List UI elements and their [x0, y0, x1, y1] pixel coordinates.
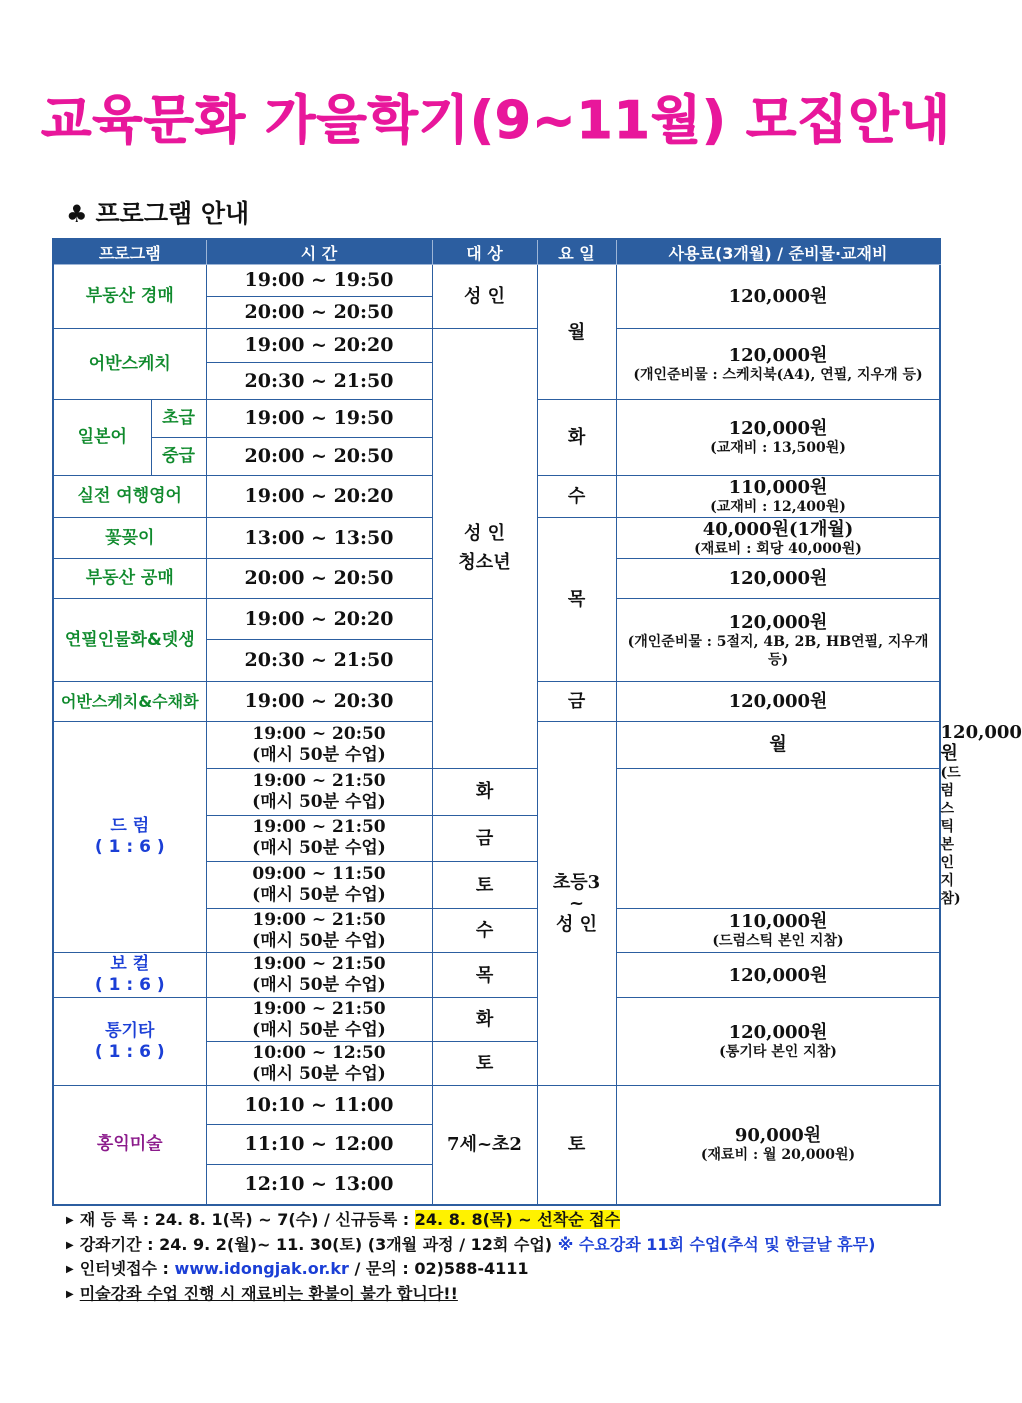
day-cell: 토: [537, 1086, 616, 1205]
time-cell: 20:00 ~ 20:50: [206, 559, 432, 599]
day-cell: 월: [616, 722, 940, 769]
table-row: [53, 1086, 940, 1125]
fee-cell: [616, 400, 940, 476]
header-day: 요 일: [537, 239, 616, 265]
header-time: 시 간: [206, 239, 432, 265]
program-line: 드 럼: [110, 816, 150, 836]
note-text: 재 등 록 : 24. 8. 1(목) ~ 7(수) / 신규등록 :: [79, 1210, 415, 1229]
fee-cell: 120,000원: [616, 265, 940, 329]
note-refund: [66, 1282, 875, 1307]
fee-cell: [616, 1086, 940, 1205]
day-cell: 토: [432, 862, 537, 909]
fee-note: (교재비 : 12,400원): [710, 499, 846, 515]
time-cell: 20:00 ~ 20:50: [206, 438, 432, 476]
time-cell: 19:00 ~ 20:30: [206, 682, 432, 722]
header-program: 프로그램: [53, 239, 206, 265]
target-line: ~: [568, 893, 585, 914]
fee-amount: 120,000원: [728, 418, 828, 439]
time-note: (매시 50분 수업): [252, 1063, 386, 1084]
program-line: ( 1 : 6 ): [94, 975, 165, 995]
time-range: 19:00 ~ 21:50: [252, 770, 386, 791]
website-link[interactable]: www.idongjak.or.kr: [174, 1259, 349, 1278]
target-cell: 7세~초2: [432, 1086, 537, 1205]
program-line: ( 1 : 6 ): [94, 837, 165, 857]
fee-amount: 110,000원: [728, 477, 828, 498]
day-cell: 화: [432, 998, 537, 1042]
time-range: 19:00 ~ 21:50: [252, 817, 386, 838]
section-heading: [66, 194, 249, 230]
time-cell: 19:00 ~ 19:50: [206, 265, 432, 297]
fee-cell: [616, 998, 940, 1086]
fee-note: (개인준비물 : 스케치북(A4), 연필, 지우개 등): [633, 366, 923, 383]
fee-note: (교재비 : 13,500원): [710, 440, 846, 456]
triangle-bullet-icon: ▶: [66, 1264, 74, 1275]
note-contact: [66, 1257, 875, 1282]
time-note: (매시 50분 수업): [252, 838, 386, 859]
target-line: 성 인: [555, 914, 598, 935]
header-fee: 사용료(3개월) / 준비물·교재비: [616, 239, 940, 265]
program-name: 연필인물화&뎃생: [53, 599, 206, 682]
highlighted-text: 24. 8. 8(목) ~ 선착순 접수: [414, 1210, 621, 1229]
time-cell: [206, 722, 432, 769]
note-text: 강좌기간 : 24. 9. 2(월)~ 11. 30(토) (3개월 과정 / 12회 수업): [79, 1234, 558, 1254]
program-line: ( 1 : 6 ): [94, 1041, 165, 1062]
time-cell: [206, 953, 432, 998]
day-cell: 금: [537, 682, 616, 722]
program-table: [52, 238, 1022, 1206]
time-cell: 11:10 ~ 12:00: [206, 1125, 432, 1165]
target-line: 초등3: [552, 872, 601, 893]
fee-amount: 40,000원(1개월): [702, 518, 854, 540]
time-cell: [206, 815, 432, 862]
note-period: [66, 1233, 875, 1258]
note-text: 인터넷접수 :: [79, 1259, 175, 1278]
target-cell: 성 인: [432, 265, 537, 329]
program-name: 부동산 공매: [53, 559, 206, 599]
table-row: [53, 998, 940, 1042]
time-cell: 19:00 ~ 20:20: [206, 329, 432, 363]
program-name: [53, 953, 206, 998]
day-cell: 월: [537, 265, 616, 400]
time-range: 19:00 ~ 20:50: [252, 723, 386, 744]
time-cell: [206, 998, 432, 1042]
fee-note: (재료비 : 회당 40,000원): [694, 540, 862, 557]
time-cell: 20:00 ~ 20:50: [206, 297, 432, 329]
fee-amount: 90,000원: [734, 1125, 822, 1147]
fee-amount: 110,000원: [728, 911, 828, 932]
program-name: 부동산 경매: [53, 265, 206, 329]
program-name: 어반스케치: [53, 329, 206, 400]
day-cell: 토: [432, 1042, 537, 1086]
time-cell: 13:00 ~ 13:50: [206, 518, 432, 559]
program-name: 실전 여행영어: [53, 476, 206, 518]
time-range: 19:00 ~ 21:50: [252, 998, 386, 1019]
table-row: 드 럼 ( 1 : 6 ) 19:00 ~ 20:50 (매시 50분 수업) 초등3 ~ 성 인 월 120,000원 (드럼스틱 본인 지참): [53, 722, 940, 769]
day-cell: 화: [537, 400, 616, 476]
program-line: 통기타: [105, 1020, 155, 1041]
program-name: 일본어: [53, 400, 151, 476]
time-note: (매시 50분 수업): [252, 791, 386, 812]
fee-cell: [616, 599, 940, 682]
fee-cell: [616, 329, 940, 400]
time-cell: 19:00 ~ 20:20: [206, 476, 432, 518]
fee-note: (재료비 : 월 20,000원): [700, 1147, 856, 1164]
target-line: 청소년: [458, 552, 511, 574]
day-cell: 목: [432, 953, 537, 998]
time-cell: 20:30 ~ 21:50: [206, 640, 432, 682]
time-range: 10:00 ~ 12:50: [252, 1042, 386, 1063]
note-registration: [66, 1208, 875, 1233]
time-range: 19:00 ~ 21:50: [252, 954, 386, 974]
time-note: (매시 50분 수업): [252, 744, 386, 765]
fee-amount: 120,000원: [728, 344, 828, 366]
fee-note: (드럼스틱 본인 지참): [712, 933, 844, 949]
page-title: 교육문화 가을학기(9~11월) 모집안내: [41, 91, 951, 151]
fee-cell: [616, 909, 940, 953]
time-note: (매시 50분 수업): [252, 885, 386, 906]
time-note: (매시 50분 수업): [252, 930, 386, 951]
time-note: (매시 50분 수업): [252, 1019, 386, 1040]
program-name: 어반스케치&수채화: [53, 682, 206, 722]
program-line: 보 컬: [110, 954, 150, 974]
time-cell: 12:10 ~ 13:00: [206, 1165, 432, 1205]
table-row: [53, 953, 940, 998]
time-range: 19:00 ~ 21:50: [252, 909, 386, 930]
time-cell: [206, 1042, 432, 1086]
time-cell: [206, 909, 432, 953]
note-text: / 문의 : 02)588-4111: [348, 1259, 529, 1278]
fee-note: (통기타 본인 지참): [719, 1044, 837, 1060]
day-cell: 금: [432, 815, 537, 862]
day-cell: 화: [432, 768, 537, 815]
program-name: [53, 998, 206, 1086]
notes-list: [66, 1208, 875, 1306]
time-cell: 19:00 ~ 19:50: [206, 400, 432, 438]
triangle-bullet-icon: ▶: [66, 1288, 74, 1300]
section-label: 프로그램 안내: [95, 199, 250, 228]
fee-cell: 120,000원: [616, 953, 940, 998]
fee-amount: 120,000원: [728, 1022, 828, 1043]
program-name: [53, 722, 206, 953]
target-cell: [432, 329, 537, 769]
time-range: 09:00 ~ 11:50: [252, 864, 386, 885]
day-cell: 수: [537, 476, 616, 518]
fee-cell: [616, 518, 940, 559]
club-icon: ♣: [66, 200, 88, 228]
table-row: [53, 329, 940, 363]
program-level: 초급: [151, 400, 206, 438]
day-cell: 수: [432, 909, 537, 953]
fee-cell: 120,000원: [616, 559, 940, 599]
time-cell: 19:00 ~ 20:20: [206, 599, 432, 640]
time-cell: 10:10 ~ 11:00: [206, 1086, 432, 1125]
fee-amount: 120,000원: [728, 611, 828, 633]
fee-cell: 120,000원: [616, 682, 940, 722]
target-line: 성 인: [463, 523, 506, 545]
time-cell: 20:30 ~ 21:50: [206, 363, 432, 400]
time-note: (매시 50분 수업): [252, 975, 386, 995]
fee-cell: [616, 476, 940, 518]
triangle-bullet-icon: ▶: [66, 1239, 74, 1251]
table-row: [53, 265, 940, 297]
time-cell: [206, 768, 432, 815]
target-cell: [537, 722, 616, 1086]
program-name: 홍익미술: [53, 1086, 206, 1205]
fee-note: (개인준비물 : 5절지, 4B, 2B, HB연필, 지우개 등): [627, 633, 929, 668]
program-name: 꽃꽂이: [53, 518, 206, 559]
triangle-bullet-icon: ▶: [66, 1215, 74, 1226]
program-level: 중급: [151, 438, 206, 476]
table-header-row: [53, 239, 940, 265]
header-target: 대 상: [432, 239, 537, 265]
note-blue-text: ※ 수요강좌 11회 수업(추석 및 한글날 휴무): [557, 1234, 876, 1254]
day-cell: 목: [537, 518, 616, 682]
time-cell: [206, 862, 432, 909]
note-text: 미술강좌 수업 진행 시 재료비는 환불이 불가 합니다!!: [79, 1283, 458, 1303]
